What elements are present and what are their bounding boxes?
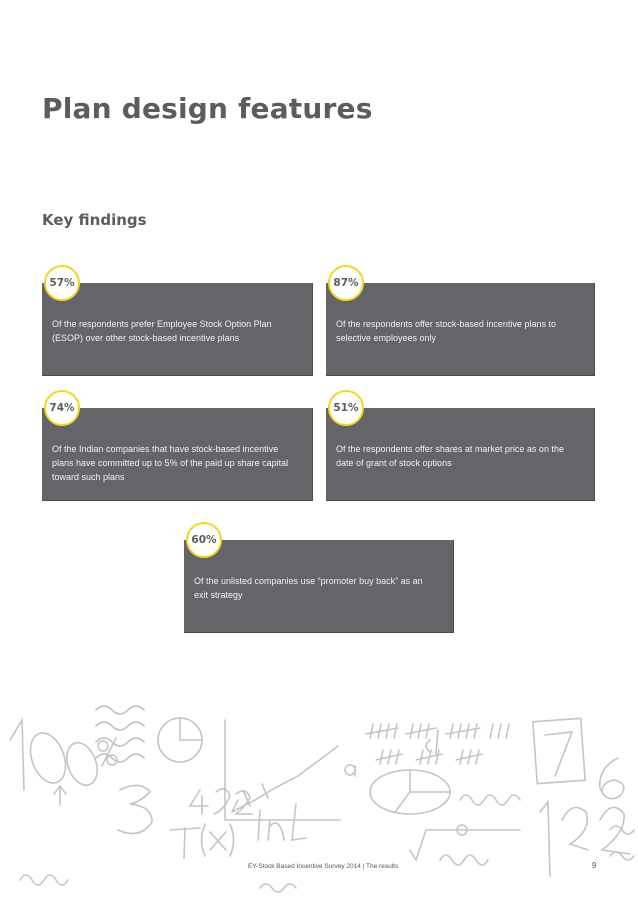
finding-card-2 (326, 283, 595, 376)
finding-percent-4: 51% (328, 390, 364, 426)
page-title: Plan design features (42, 92, 373, 125)
finding-text-4: Of the respondents offer shares at market price as on the date of grant of stock options (336, 444, 564, 468)
finding-card-3 (42, 408, 313, 501)
finding-card-5 (184, 540, 454, 633)
finding-percent-3: 74% (44, 390, 80, 426)
section-title: Key findings (42, 211, 147, 229)
finding-percent-1: 57% (44, 265, 80, 301)
page-number: 9 (592, 861, 597, 870)
finding-text-5: Of the unlisted companies use “promoter buy back” as an exit strategy (194, 576, 423, 600)
finding-text-2: Of the respondents offer stock-based incentive plans to selective employees only (336, 319, 556, 343)
finding-text-3: Of the Indian companies that have stock-based incentive plans have committed up to 5% of the paid up share capital toward such plans (52, 444, 289, 482)
finding-percent-2: 87% (328, 265, 364, 301)
finding-card-4 (326, 408, 595, 501)
finding-card-1 (42, 283, 313, 376)
finding-text-1: Of the respondents prefer Employee Stock Option Plan (ESOP) over other stock-based incentive plans (52, 319, 272, 343)
finding-percent-5: 60% (186, 522, 222, 558)
footer-text: EY-Stock Based Incentive Survey 2014 | The results (248, 863, 399, 870)
